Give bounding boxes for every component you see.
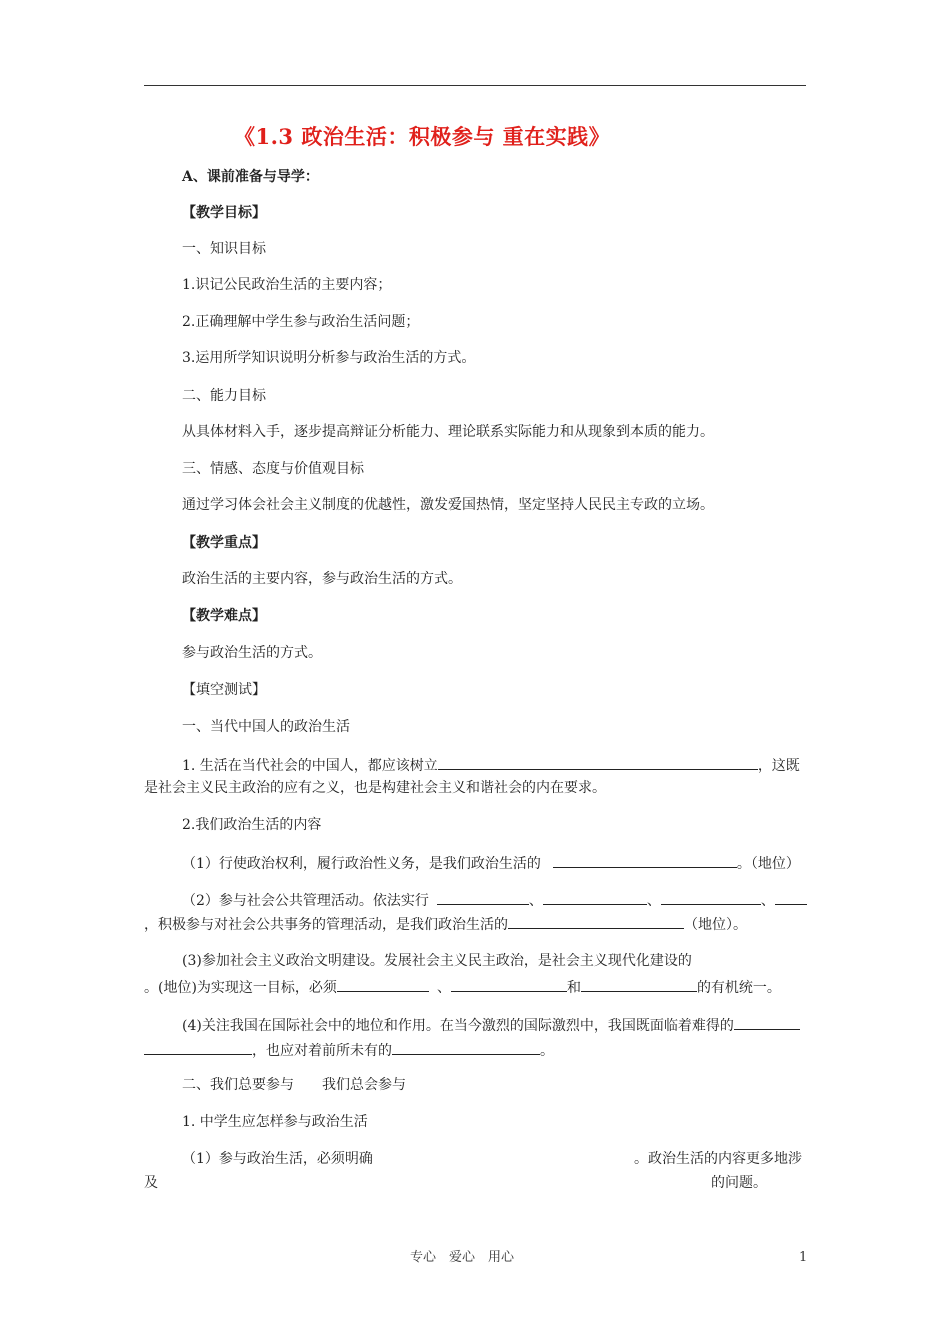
difficulties-heading: 【教学难点】 [182,608,266,624]
quiz-q2-2-text-c: ，积极参与对社会公共事务的管理活动，是我们政治生活的 [144,917,508,933]
knowledge-item-3: 3.运用所学知识说明分析参与政治生活的方式。 [182,350,476,366]
quiz-q1-text-b: ，这既 [757,758,800,774]
blank-q2-3-b[interactable] [451,978,567,992]
blank-q2-2-c[interactable] [661,891,761,905]
ability-heading: 二、能力目标 [182,388,266,404]
q2-3-separator-2: 和 [566,980,581,996]
quiz-q2-3-text-b: 。(地位)为实现这一目标，必须 [144,980,337,996]
quiz-q2-3-text-c: 的有机统一。 [696,980,781,996]
quiz-q1-line1 [182,756,800,774]
quiz-q2-4-text-c: 。 [540,1043,554,1059]
emotion-text: 通过学习体会社会主义制度的优越性，激发爱国热情，坚定坚持人民民主专政的立场。 [182,497,714,513]
blank-q2-4-b[interactable] [144,1041,252,1055]
quiz-q2-3-line1: (3)参加社会主义政治文明建设。发展社会主义民主政治，是社会主义现代化建设的 [182,953,692,969]
blank-q2-2-e[interactable] [508,915,684,929]
quiz-part1-heading: 一、当代中国人的政治生活 [182,719,350,735]
section-a-heading: A、课前准备与导学： [182,169,319,185]
blank-q2-2-b[interactable] [543,891,647,905]
objectives-heading: 【教学目标】 [182,205,266,221]
quiz-q2-heading: 2.我们政治生活的内容 [182,817,322,833]
quiz-q2-4-line2 [144,1041,554,1059]
difficulties-text: 参与政治生活的方式。 [182,645,322,661]
blank-q2-3-a[interactable] [337,978,429,992]
blank-q2-4-c[interactable] [392,1041,540,1055]
quiz-heading: 【填空测试】 [182,682,266,698]
blank-q2-2-d[interactable] [775,891,807,905]
blank-q2-2-a[interactable] [437,891,529,905]
quiz-part2-q1-1-text-c: 及 [144,1175,158,1191]
quiz-q2-2-line2 [144,915,747,933]
knowledge-item-1: 1.识记公民政治生活的主要内容； [182,277,392,293]
quiz-q2-4-line1 [182,1016,800,1034]
quiz-part2-heading: 二、我们总要参与 我们总会参与 [182,1077,406,1093]
quiz-part2-q1-1-text-d: 的问题。 [711,1175,767,1191]
quiz-q2-2-text-a: （2）参与社会公共管理活动。依法实行 [182,893,429,909]
key-points-text: 政治生活的主要内容，参与政治生活的方式。 [182,571,462,587]
quiz-q2-1-text-b: 。（地位） [736,856,800,872]
quiz-part2-q1-1-text-a: （1）参与政治生活，必须明确 [182,1151,373,1167]
quiz-q2-2-line1 [182,891,807,909]
knowledge-item-2: 2.正确理解中学生参与政治生活问题； [182,314,420,330]
q2-2-separator-3: 、 [760,893,775,909]
blank-q2-4-a[interactable] [734,1016,800,1030]
quiz-q2-3-line2 [144,978,781,996]
header-rule [144,85,806,86]
quiz-q2-2-text-d: （地位）。 [684,917,747,933]
blank-q2-1[interactable] [553,854,737,868]
knowledge-heading: 一、知识目标 [182,241,266,257]
quiz-q1-text-a: 1. 生活在当代社会的中国人，都应该树立 [182,758,438,774]
quiz-q2-1 [182,854,800,872]
q2-3-separator-1: 、 [436,980,451,996]
q2-2-separator-2: 、 [646,893,661,909]
blank-q2-3-c[interactable] [581,978,697,992]
key-points-heading: 【教学重点】 [182,535,266,551]
quiz-part2-q1: 1. 中学生应怎样参与政治生活 [182,1114,368,1130]
emotion-heading: 三、情感、态度与价值观目标 [182,461,364,477]
quiz-q2-1-text-a: （1）行使政治权利，履行政治性义务，是我们政治生活的 [182,856,541,872]
quiz-q2-4-text-b: ，也应对着前所未有的 [252,1043,392,1059]
document-title: 《1.3 政治生活：积极参与 重在实践》 [234,124,611,149]
ability-text: 从具体材料入手，逐步提高辩证分析能力、理论联系实际能力和从现象到本质的能力。 [182,424,714,440]
page-number: 1 [799,1250,808,1265]
quiz-part2-q1-1-text-b: 。政治生活的内容更多地涉 [634,1151,802,1167]
q2-2-separator-1: 、 [528,893,543,909]
quiz-q2-4-text-a: (4)关注我国在国际社会中的地位和作用。在当今激烈的国际激烈中，我国既面临着难得的 [182,1018,734,1034]
blank-q1[interactable] [438,756,758,770]
footer-motto: 专心 爱心 用心 [410,1250,515,1265]
quiz-q1-line2: 是社会主义民主政治的应有之义，也是构建社会主义和谐社会的内在要求。 [144,780,606,796]
